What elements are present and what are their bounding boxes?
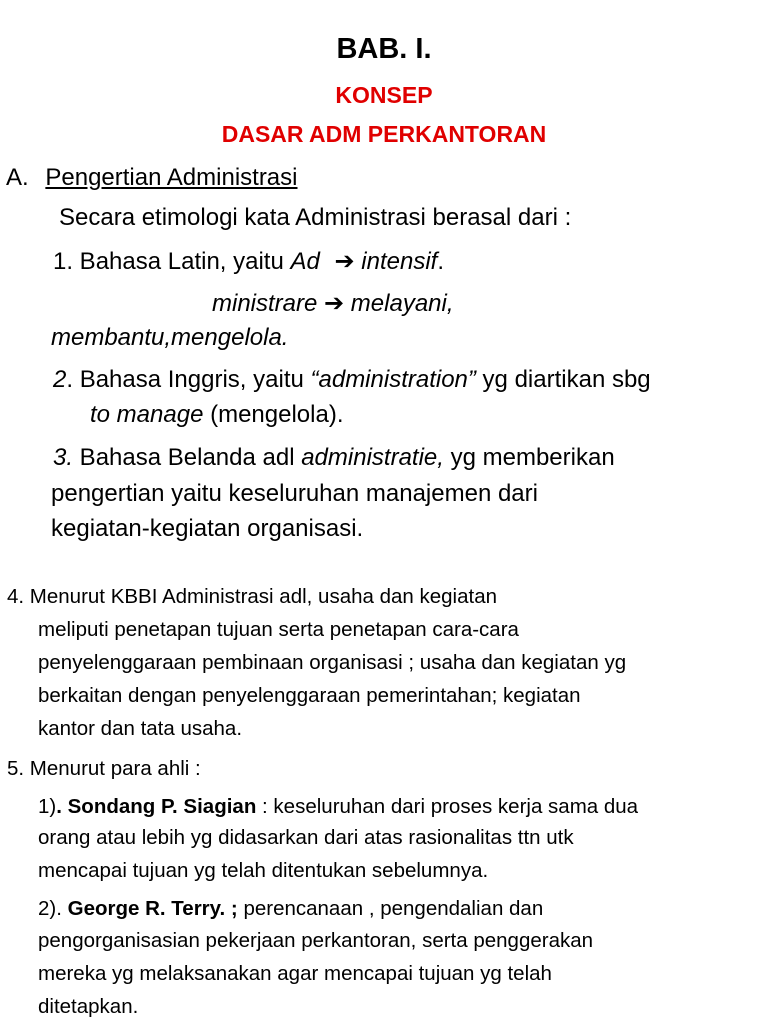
- expert-2-line-4: ditetapkan.: [38, 995, 139, 1018]
- expert-1-line-1: 1). Sondang P. Siagian : keseluruhan dari proses kerja sama dua: [38, 795, 639, 818]
- item-4-line-3: penyelenggaraan pembinaan organisasi ; usaha dan kegiatan yg: [38, 651, 627, 674]
- chapter-subtitle-1: KONSEP: [335, 82, 433, 108]
- page-title: BAB. I.: [336, 33, 432, 65]
- expert-1-line-2: orang atau lebih yg didasarkan dari atas rasionalitas ttn utk: [38, 826, 574, 849]
- item-4-line-2: meliputi penetapan tujuan serta penetapan cara-cara: [38, 618, 519, 641]
- arrow-right-icon: ➔: [324, 290, 345, 317]
- item-4-line-1: 4. Menurut KBBI Administrasi adl, usaha dan kegiatan: [7, 585, 498, 608]
- item-1-line-1: 1. Bahasa Latin, yaitu Ad ➔ intensif.: [53, 248, 445, 275]
- item-3-line-1: 3. Bahasa Belanda adl administratie, yg memberikan: [53, 444, 615, 471]
- expert-2-line-1: 2). George R. Terry. ; perencanaan , pengendalian dan: [38, 897, 544, 920]
- item-1-line-3: membantu,mengelola.: [51, 324, 289, 351]
- item-4-line-4: berkaitan dengan penyelenggaraan pemerintahan; kegiatan: [38, 684, 581, 707]
- item-2-line-2: to manage (mengelola).: [90, 401, 344, 428]
- item-4-line-5: kantor dan tata usaha.: [38, 717, 243, 740]
- chapter-subtitle-2: DASAR ADM PERKANTORAN: [221, 121, 547, 147]
- item-3-line-2: pengertian yaitu keseluruhan manajemen dari: [51, 480, 538, 507]
- item-1-line-2: ministrare ➔ melayani,: [212, 290, 454, 317]
- expert-1-line-3: mencapai tujuan yg telah ditentukan sebelumnya.: [38, 859, 489, 882]
- intro-line: Secara etimologi kata Administrasi berasal dari :: [59, 204, 572, 231]
- expert-2-line-3: mereka yg melaksanakan agar mencapai tujuan yg telah: [38, 962, 552, 985]
- section-marker: A.: [6, 164, 29, 191]
- section-a-heading: [6, 164, 298, 192]
- item-2-line-1: 2. Bahasa Inggris, yaitu “administration” yg diartikan sbg: [53, 366, 651, 393]
- item-3-line-3: kegiatan-kegiatan organisasi.: [51, 515, 364, 542]
- arrow-right-icon: ➔: [334, 248, 355, 275]
- section-title: Pengertian Administrasi: [45, 164, 298, 191]
- expert-2-line-2: pengorganisasian pekerjaan perkantoran, serta penggerakan: [38, 929, 594, 952]
- item-5-line-1: 5. Menurut para ahli :: [7, 757, 201, 780]
